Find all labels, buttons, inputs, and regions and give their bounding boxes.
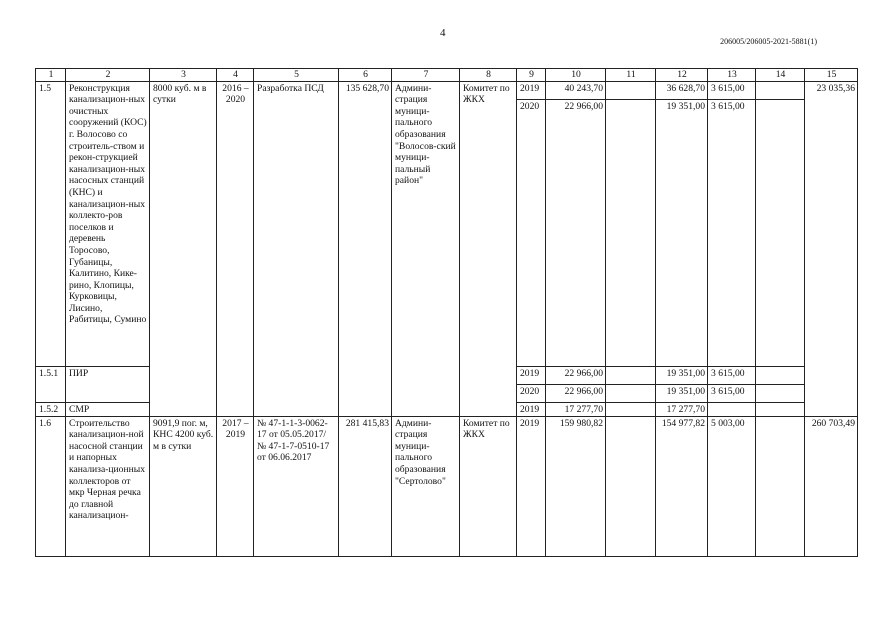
row-number: 1.6 bbox=[36, 416, 66, 556]
year: 2019 bbox=[517, 402, 546, 416]
capacity: 9091,9 пог. м, КНС 4200 куб. м в сутки bbox=[150, 416, 217, 556]
period: 2016 – 2020 bbox=[217, 81, 254, 416]
col-header: 2 bbox=[66, 69, 150, 82]
header-row bbox=[36, 69, 858, 82]
object-name: Реконструкция канализацион-ных очистных сооружений (КОС) г. Волосово со строитель-ством и рекон-струкцией канализацион-ных насосных станций (КНС) и канализацион-ных коллекто-ров поселков и деревень Торосово, Губаницы, Калитино, Кике-рино, Клопицы, Курковицы, Лисино, Рабитицы, Сумино bbox=[66, 81, 150, 366]
customer: Админи-страция муници-пального образования "Сертолово" bbox=[392, 416, 460, 556]
total-amount: 22 966,00 bbox=[546, 384, 606, 402]
col-11-value bbox=[606, 81, 656, 99]
col-header: 14 bbox=[756, 69, 805, 82]
col-12-value: 154 977,82 bbox=[656, 416, 708, 556]
col-15-value: 260 703,49 bbox=[805, 416, 858, 556]
customer: Админи-страция муници-пального образования "Волосов-ский муници-пальный район" bbox=[392, 81, 460, 416]
total-amount: 22 966,00 bbox=[546, 99, 606, 366]
col-13-value bbox=[708, 402, 756, 416]
col-13-value: 3 615,00 bbox=[708, 366, 756, 384]
estimated-cost: 135 628,70 bbox=[339, 81, 392, 416]
col-header: 1 bbox=[36, 69, 66, 82]
year: 2019 bbox=[517, 366, 546, 384]
year: 2020 bbox=[517, 384, 546, 402]
executor: Комитет по ЖКХ bbox=[460, 416, 517, 556]
col-13-value: 5 003,00 bbox=[708, 416, 756, 556]
col-header: 5 bbox=[254, 69, 339, 82]
col-header: 13 bbox=[708, 69, 756, 82]
col-11-value bbox=[606, 384, 656, 402]
year: 2019 bbox=[517, 416, 546, 556]
document-id: 206005/206005-2021-5881(1) bbox=[720, 37, 817, 46]
col-14-value bbox=[756, 366, 805, 384]
total-amount: 22 966,00 bbox=[546, 366, 606, 384]
col-13-value: 3 615,00 bbox=[708, 81, 756, 99]
year: 2020 bbox=[517, 99, 546, 366]
col-12-value: 19 351,00 bbox=[656, 384, 708, 402]
col-header: 12 bbox=[656, 69, 708, 82]
investment-table bbox=[35, 68, 858, 557]
col-header: 10 bbox=[546, 69, 606, 82]
project-doc: Разработка ПСД bbox=[254, 81, 339, 416]
total-amount: 17 277,70 bbox=[546, 402, 606, 416]
capacity: 8000 куб. м в сутки bbox=[150, 81, 217, 416]
col-14-value bbox=[756, 99, 805, 366]
year: 2019 bbox=[517, 81, 546, 99]
object-name: Строительство канализацион-ной насосной станции и напорных канализа-ционных коллекторов от мкр Черная речка до главной канализацион- bbox=[66, 416, 150, 556]
col-11-value bbox=[606, 366, 656, 384]
object-name: СМР bbox=[66, 402, 150, 416]
executor: Комитет по ЖКХ bbox=[460, 81, 517, 416]
col-header: 4 bbox=[217, 69, 254, 82]
table-row bbox=[36, 81, 858, 99]
col-11-value bbox=[606, 402, 656, 416]
col-14-value bbox=[756, 81, 805, 99]
col-header: 3 bbox=[150, 69, 217, 82]
col-11-value bbox=[606, 99, 656, 366]
col-header: 7 bbox=[392, 69, 460, 82]
object-name: ПИР bbox=[66, 366, 150, 402]
col-header: 6 bbox=[339, 69, 392, 82]
period: 2017 – 2019 bbox=[217, 416, 254, 556]
col-15-value: 23 035,36 bbox=[805, 81, 858, 416]
col-header: 9 bbox=[517, 69, 546, 82]
col-12-value: 19 351,00 bbox=[656, 99, 708, 366]
col-11-value bbox=[606, 416, 656, 556]
row-number: 1.5.1 bbox=[36, 366, 66, 402]
col-14-value bbox=[756, 402, 805, 416]
page-number: 4 bbox=[440, 27, 446, 39]
total-amount: 159 980,82 bbox=[546, 416, 606, 556]
col-header: 11 bbox=[606, 69, 656, 82]
col-header: 8 bbox=[460, 69, 517, 82]
col-12-value: 19 351,00 bbox=[656, 366, 708, 384]
col-header: 15 bbox=[805, 69, 858, 82]
col-13-value: 3 615,00 bbox=[708, 384, 756, 402]
col-13-value: 3 615,00 bbox=[708, 99, 756, 366]
total-amount: 40 243,70 bbox=[546, 81, 606, 99]
col-14-value bbox=[756, 384, 805, 402]
col-12-value: 36 628,70 bbox=[656, 81, 708, 99]
row-number: 1.5 bbox=[36, 81, 66, 366]
row-number: 1.5.2 bbox=[36, 402, 66, 416]
table-row bbox=[36, 416, 858, 556]
col-12-value: 17 277,70 bbox=[656, 402, 708, 416]
estimated-cost: 281 415,83 bbox=[339, 416, 392, 556]
col-14-value bbox=[756, 416, 805, 556]
project-doc: № 47-1-1-3-0062-17 от 05.05.2017/ № 47-1-7-0510-17 от 06.06.2017 bbox=[254, 416, 339, 556]
